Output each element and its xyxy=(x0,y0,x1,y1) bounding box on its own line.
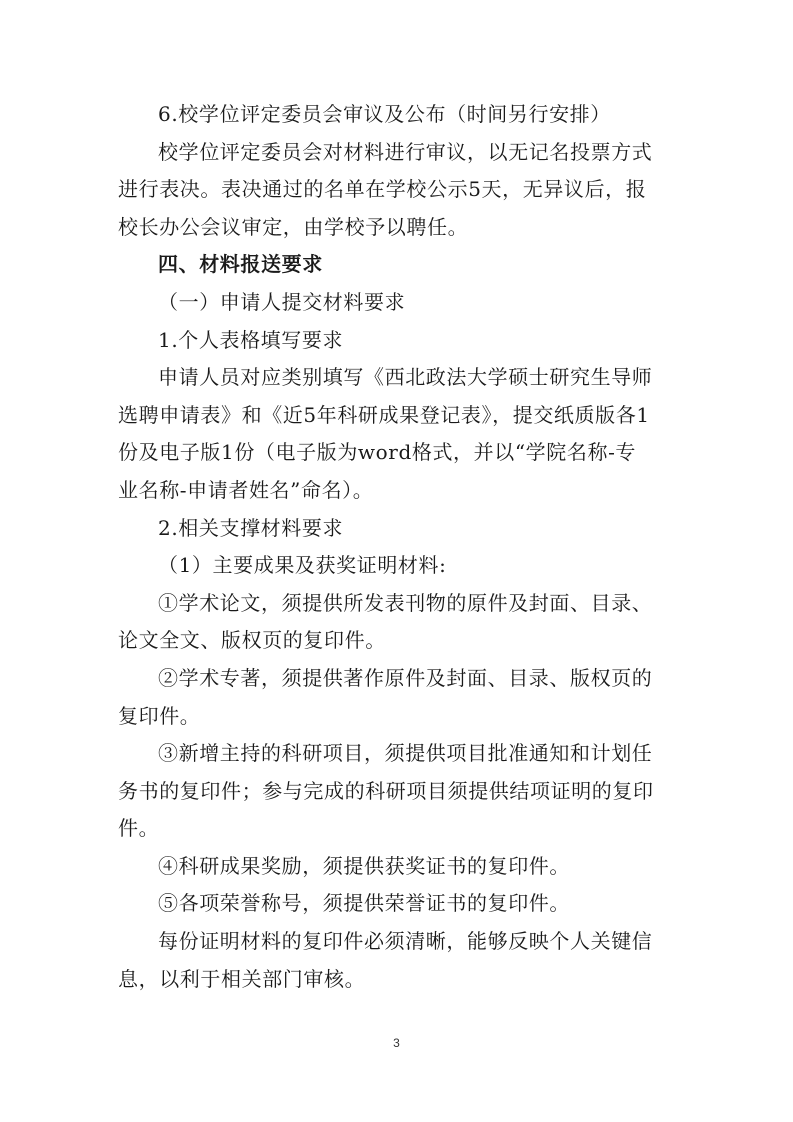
paragraph-line: 每份证明材料的复印件必须清晰，能够反映个人关键信 xyxy=(158,929,653,954)
paragraph-line: 复印件。 xyxy=(118,703,201,728)
list-item: ④科研成果奖励，须提供获奖证书的复印件。 xyxy=(158,853,570,878)
subitem-1-heading: （1）主要成果及获奖证明材料: xyxy=(158,553,447,578)
list-item: ①学术论文，须提供所发表刊物的原件及封面、目录、 xyxy=(158,590,653,615)
paragraph-line: 件。 xyxy=(118,816,160,841)
paragraph-line: 业名称-申请者姓名”命名）。 xyxy=(118,477,374,502)
paragraph-line: 务书的复印件；参与完成的科研项目须提供结项证明的复印 xyxy=(118,778,654,803)
item-1-heading: 1.个人表格填写要求 xyxy=(158,327,344,352)
paragraph-line: 论文全文、版权页的复印件。 xyxy=(118,628,386,653)
list-item: ③新增主持的科研项目，须提供项目批准通知和计划任 xyxy=(158,741,653,766)
page-number: 3 xyxy=(393,1036,400,1050)
item-2-heading: 2.相关支撑材料要求 xyxy=(158,515,344,540)
paragraph-line: 进行表决。表决通过的名单在学校公示5天，无异议后，报 xyxy=(118,177,647,202)
paragraph-line: 申请人员对应类别填写《西北政法大学硕士研究生导师 xyxy=(158,365,653,390)
paragraph-line: 份及电子版1份（电子版为word格式，并以“学院名称-专 xyxy=(118,440,637,465)
list-item: ⑤各项荣誉称号，须提供荣誉证书的复印件。 xyxy=(158,891,570,916)
paragraph-line: 息，以利于相关部门审核。 xyxy=(118,966,366,991)
section-4-heading: 四、材料报送要求 xyxy=(158,252,323,277)
subsection-1-heading: （一）申请人提交材料要求 xyxy=(158,289,406,314)
paragraph-line: 校长办公会议审定，由学校予以聘任。 xyxy=(118,214,469,239)
document-page xyxy=(118,96,678,998)
paragraph-line: 校学位评定委员会对材料进行审议，以无记名投票方式 xyxy=(158,139,653,164)
list-item: ②学术专著，须提供著作原件及封面、目录、版权页的 xyxy=(158,665,653,690)
section-6-heading: 6.校学位评定委员会审议及公布（时间另行安排） xyxy=(158,102,611,126)
paragraph-line: 选聘申请表》和《近5年科研成果登记表》，提交纸质版各1 xyxy=(118,402,650,427)
